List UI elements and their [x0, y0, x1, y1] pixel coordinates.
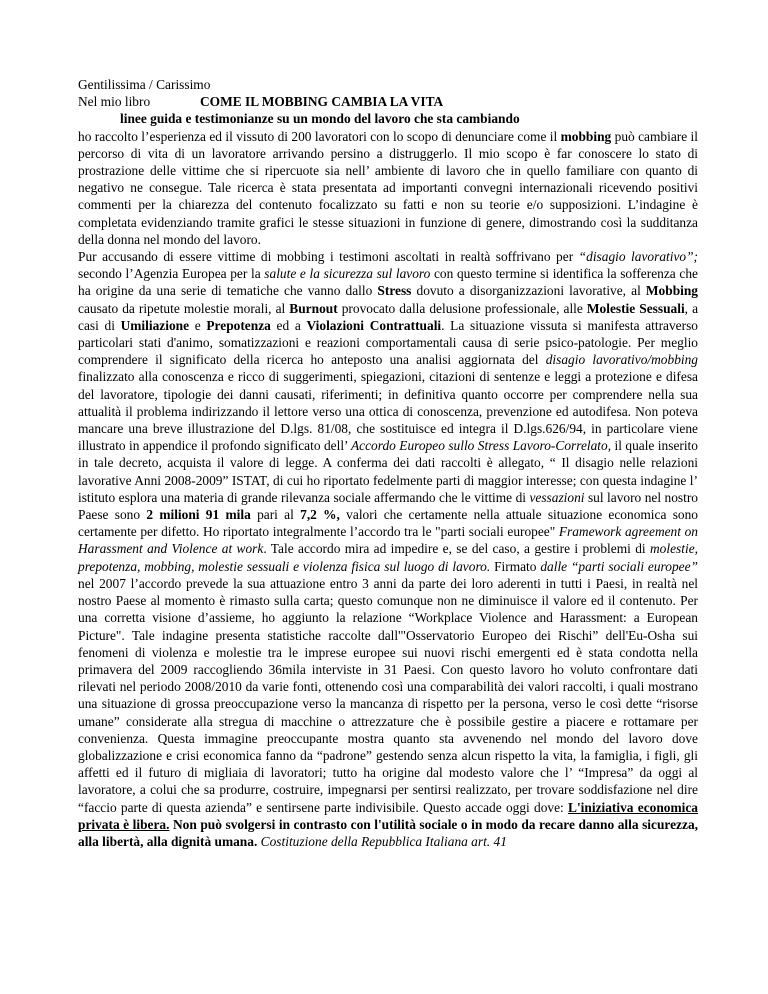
book-subtitle: linee guida e testimonianze su un mondo del lavoro che sta cambiando — [120, 111, 520, 127]
constitution-quote-2: Non può svolgersi in contrasto con l'utilità sociale o in modo da recare danno alla sicurezza, alla libertà, alla dignità umana. — [78, 816, 698, 849]
paragraph-2: Pur accusando di essere vittime di mobbing i testimoni ascoltati in realtà soffrivano per “disagio lavorativo”; secondo l’Agenzia Europea per la salute e la sicurezza sul lavoro con questo termine si identifica la sofferenza che ha origine da una serie di tematiche che vanno dallo Stress dovuto a disorganizzazioni lavorative, al Mobbing causato da ripetute molestie morali, al Burnout provocato dalla delusione professionale, alle Molestie Sessuali, a casi di Umiliazione e Prepotenza ed a Violazioni Contrattuali. La situazione vissuta si manifesta attraverso particolari stati d'animo, somatizzazioni e reazioni comportamentali causa di serie psico-patologie. Per meglio comprendere il significato della ricerca ho anteposto una analisi aggiornata del disagio lavorativo/mobbing finalizzato alla conoscenza e ricco di suggerimenti, spiegazioni, citazioni di sentenze e leggi a protezione e difesa del lavoratore, tipologie dei danni causati, riferimenti; in definitiva quanto occorre per comprendere nella sua attualità il problema indirizzando il lettore verso una ottica di conoscenza, prevenzione ed autodifesa. Non poteva mancare una breve illustrazione del D.lgs. 81/08, che sostituisce ed integra il D.lgs.626/94, in particolare viene illustrato in appendice il profondo significato dell’ Accordo Europeo sullo Stress Lavoro-Correlato, il quale inserito in tale decreto, acquista il valore di legge. A conferma dei dati raccolti è allegato, “ Il disagio nelle relazioni lavorative Anni 2008-2009” ISTAT, di cui ho riportato fedelmente parti di maggior interesse; con questa indagine l’ istituto esplora una materia di grande rilevanza sociale affermando che le vittime di vessazioni sul lavoro nel nostro Paese sono 2 milioni 91 mila pari al 7,2 %, valori che certamente nella attuale situazione economica sono certamente per difetto. Ho riportato integralmente l’accordo tra le "parti sociali europee" Framework agreement on Harassment and Violence at work. Tale accordo mira ad impedire e, se del caso, a gestire i problemi di molestie, prepotenza, mobbing, molestie sessuali e violenza fisica sul luogo di lavoro. Firmato dalle “parti sociali europee” nel 2007 l’accordo prevede la sua attuazione entro 3 anni da parte dei loro aderenti in tutti i Paesi, in realtà nel nostro Paese al momento è rimasto sulla carta; questo comunque non ne diminuisce il valore ed il contenuto. Per una corretta visione d’assieme, ho aggiunto la relazione “Workplace Violence and Harassment: a European Picture". Tale indagine presenta statistiche raccolte dall'"Osservatorio Europeo dei Rischi” dell'Eu-Osha sui fenomeni di violenza e molestie tra le imprese europee sui nuovi rischi emergenti ed è stata condotta nella primavera del 2009 raccogliendo 36mila interviste in 31 Paesi. Con questo lavoro ho voluto confrontare dati rilevati nel periodo 2008/2010 da varie fonti, ottenendo così una comparabilità dei valori raccolti, i quali mostrano una situazione di grossa preoccupazione verso la mancanza di rispetto per la persona, verso le così dette “risorse umane” considerate alla stregua di macchine o attrezzature che è possibile gestire a piacere e rottamare per convenienza. Questa immagine preoccupante mostra quanto sta avvenendo nel mondo del lavoro dove globalizzazione e crisi economica fanno da “padrone” gestendo senza alcun rispetto la vita, la famiglia, i figli, gli affetti ed il futuro di migliaia di lavoratori; tutto ha origine dal modesto valore che l’ “Impresa” da oggi al lavoratore, a colui che sa produrre, costruire, impegnarsi per sentirsi realizzato, per trovare soddisfazione nel dire “faccio parte di questa azienda” e sentirsene parte indivisibile. Questo accade oggi dove: L'iniziativa economica privata è libera. Non può svolgersi in contrasto con l'utilità sociale o in modo da recare danno alla sicurezza, alla libertà, alla dignità umana. Costituzione della Repubblica Italiana art. 41 — [78, 249, 699, 849]
document-page — [78, 76, 698, 850]
book-title: COME IL MOBBING CAMBIA LA VITA — [200, 94, 444, 110]
paragraph-1: ho raccolto l’esperienza ed il vissuto di 200 lavoratori con lo scopo di denunciare come il mobbing può cambiare il percorso di vita di un lavoratore arrivando persino a distruggerlo. Il mio scopo è far conoscere lo stato di prostrazione delle vittime che si ripercuote sia nell’ ambiente di lavoro che in quello familiare con quanto di negativo ne consegue. Tale ricerca è stata presentata ad importanti convegni internazionali ricevendo positivi commenti per la chiarezza del contenuto focalizzato su fatti e non su teorie e/o supposizioni. L’indagine è completata evidenziando tramite grafici le stesse situazioni in funzione di genere, dimostrando così la sudditanza della donna nel mondo del lavoro. — [78, 128, 698, 247]
greeting: Gentilissima / Carissimo — [78, 77, 211, 92]
constitution-citation: Costituzione della Repubblica Italiana art. 41 — [260, 833, 507, 849]
intro-text: Nel mio libro — [78, 94, 151, 110]
constitution-quote-1: L'iniziativa economica privata è libera. — [78, 799, 699, 832]
emphasis-mobbing: mobbing — [560, 128, 612, 144]
intro-line — [78, 93, 698, 110]
